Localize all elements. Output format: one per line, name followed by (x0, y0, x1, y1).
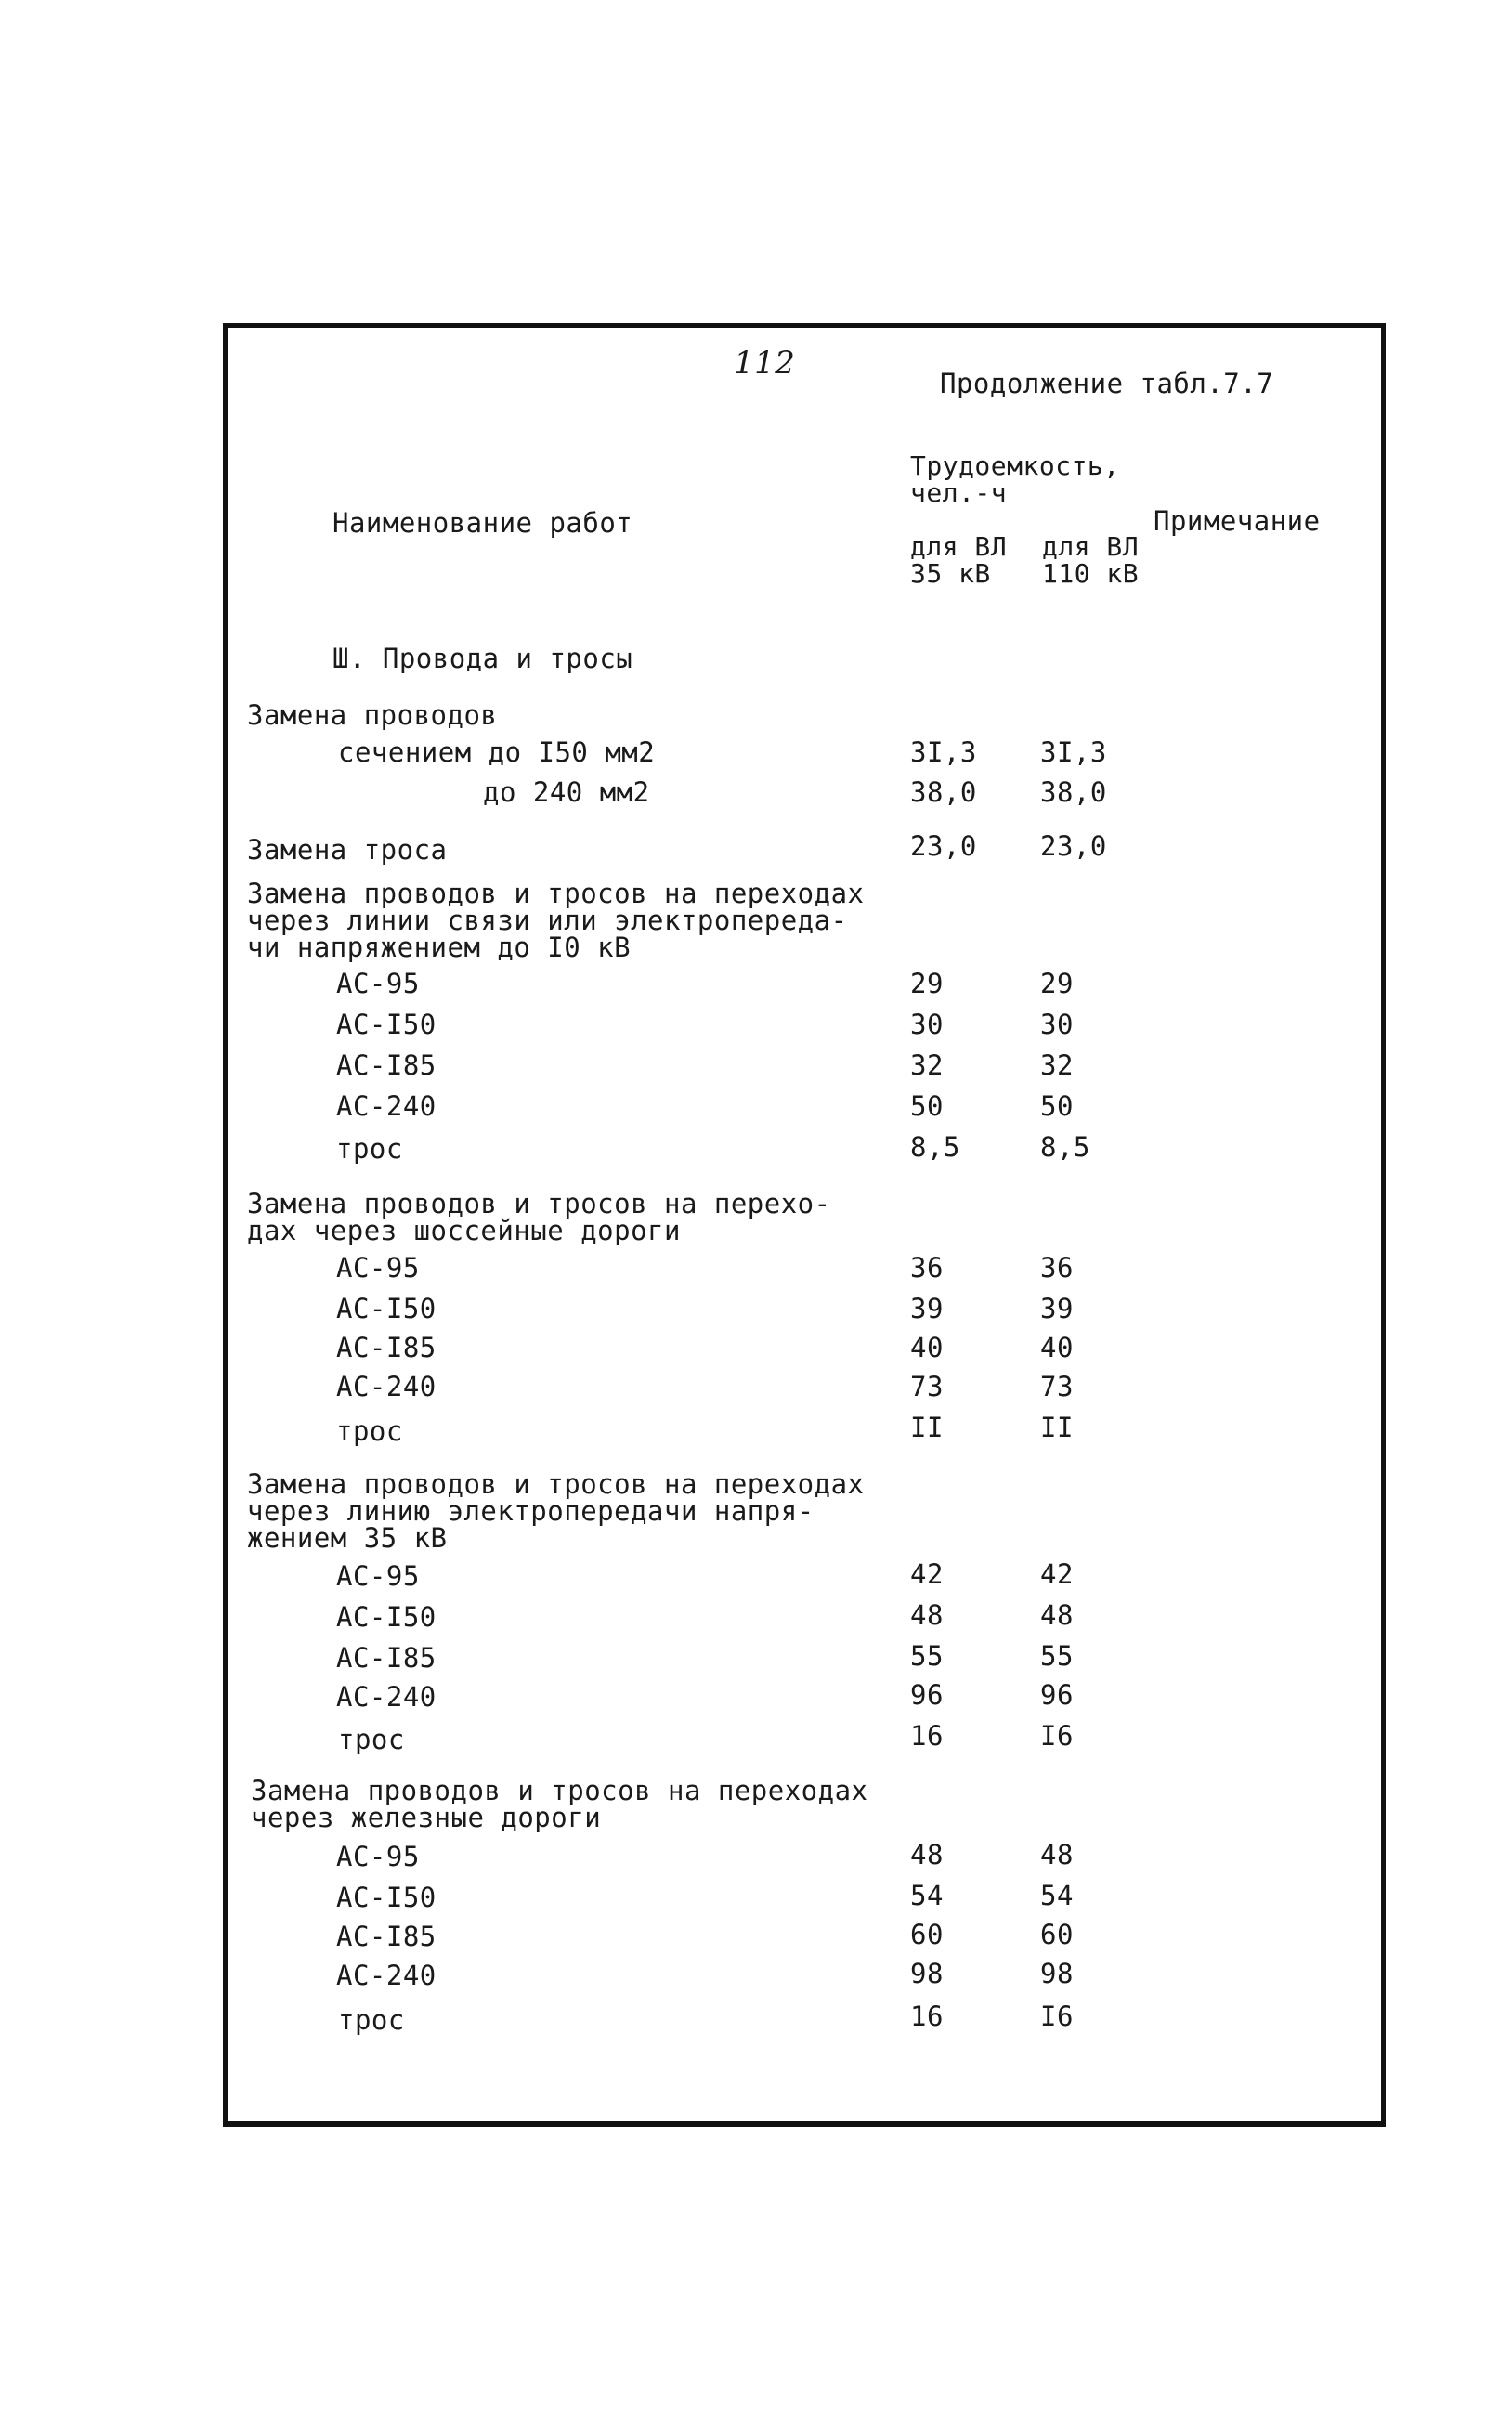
row-name: АС-I85 (336, 1049, 437, 1081)
row-value-35kv: 16 (910, 2000, 944, 2032)
row-name: АС-240 (336, 1960, 437, 1991)
row-value-110kv: I6 (1040, 1720, 1074, 1752)
row-name: сечением до I50 мм2 (338, 736, 656, 768)
row-value-110kv: 55 (1040, 1640, 1074, 1672)
row-value-110kv: 32 (1040, 1049, 1074, 1081)
row-name: до 240 мм2 (483, 776, 650, 808)
row-name: Замена троса (247, 834, 448, 866)
vl35-column-header: для ВЛ 35 кВ (910, 531, 1008, 589)
row-value-35kv: 32 (910, 1049, 944, 1081)
row-value-35kv: 96 (910, 1679, 944, 1711)
row-value-110kv: 42 (1040, 1558, 1074, 1590)
row-value-110kv: 36 (1040, 1252, 1074, 1284)
row-value-110kv: 30 (1040, 1009, 1074, 1040)
row-name: АС-I85 (336, 1921, 437, 1952)
row-value-35kv: 55 (910, 1640, 944, 1672)
group-title: Замена проводов и тросов на переходах через железные дороги (251, 1775, 868, 1833)
row-value-35kv: 30 (910, 1009, 944, 1040)
row-value-110kv: 3I,3 (1040, 736, 1107, 768)
row-value-110kv: 48 (1040, 1839, 1074, 1870)
row-value-110kv: 50 (1040, 1090, 1074, 1122)
row-value-35kv: 8,5 (910, 1131, 960, 1163)
group-title: Замена проводов (247, 699, 498, 731)
row-name: АС-I50 (336, 1882, 437, 1913)
name-column-header: Наименование работ (332, 507, 633, 539)
row-value-110kv: 38,0 (1040, 776, 1107, 808)
vl110-column-header: для ВЛ 110 кВ (1042, 531, 1140, 589)
labor-header: Трудоемкость, чел.-ч (910, 450, 1120, 508)
row-value-110kv: 98 (1040, 1958, 1074, 1989)
row-value-110kv: II (1040, 1412, 1074, 1443)
group-title: Замена проводов и тросов на переходах через линии связи или электропереда- чи напряжением до I0 кВ (247, 878, 865, 963)
row-value-110kv: 60 (1040, 1919, 1074, 1950)
row-value-110kv: 48 (1040, 1599, 1074, 1631)
row-name: АС-I50 (336, 1293, 437, 1324)
row-value-110kv: 39 (1040, 1293, 1074, 1324)
row-value-35kv: 73 (910, 1371, 944, 1402)
row-value-35kv: 29 (910, 968, 944, 999)
row-value-35kv: 50 (910, 1090, 944, 1122)
note-column-header: Примечание (1154, 505, 1321, 537)
row-name: АС-240 (336, 1371, 437, 1402)
row-value-35kv: 23,0 (910, 830, 977, 862)
row-value-35kv: 40 (910, 1332, 944, 1363)
row-value-35kv: 16 (910, 1720, 944, 1752)
row-value-110kv: I6 (1040, 2000, 1074, 2032)
row-name: АС-I85 (336, 1642, 437, 1674)
row-value-35kv: 3I,3 (910, 736, 977, 768)
continuation-title: Продолжение табл.7.7 (940, 368, 1274, 399)
row-value-110kv: 96 (1040, 1679, 1074, 1711)
row-value-35kv: 60 (910, 1919, 944, 1950)
row-value-110kv: 8,5 (1040, 1131, 1090, 1163)
section-title: Ш. Провода и тросы (332, 643, 633, 674)
row-name: АС-95 (336, 1560, 420, 1592)
row-value-110kv: 40 (1040, 1332, 1074, 1363)
row-value-35kv: 48 (910, 1599, 944, 1631)
row-name: трос (336, 1415, 403, 1447)
row-value-110kv: 54 (1040, 1880, 1074, 1911)
row-name: трос (338, 2004, 405, 2036)
row-value-35kv: 36 (910, 1252, 944, 1284)
row-name: трос (338, 1724, 405, 1755)
row-name: АС-95 (336, 968, 420, 999)
row-value-35kv: II (910, 1412, 944, 1443)
row-name: АС-240 (336, 1681, 437, 1713)
row-name: АС-95 (336, 1841, 420, 1872)
row-name: АС-95 (336, 1252, 420, 1284)
row-name: трос (336, 1133, 403, 1165)
row-value-110kv: 23,0 (1040, 830, 1107, 862)
row-name: АС-I85 (336, 1332, 437, 1363)
row-name: АС-I50 (336, 1601, 437, 1633)
group-title: Замена проводов и тросов на переходах через линию электропередачи напря- жением 35 кВ (247, 1468, 865, 1554)
row-value-35kv: 39 (910, 1293, 944, 1324)
row-value-110kv: 73 (1040, 1371, 1074, 1402)
row-value-35kv: 54 (910, 1880, 944, 1911)
row-value-35kv: 98 (910, 1958, 944, 1989)
row-value-35kv: 42 (910, 1558, 944, 1590)
row-value-35kv: 38,0 (910, 776, 977, 808)
row-name: АС-240 (336, 1090, 437, 1122)
row-name: АС-I50 (336, 1009, 437, 1040)
group-title: Замена проводов и тросов на перехо- дах через шоссейные дороги (247, 1188, 831, 1246)
row-value-110kv: 29 (1040, 968, 1074, 999)
row-value-35kv: 48 (910, 1839, 944, 1870)
page-number: 112 (734, 345, 796, 382)
